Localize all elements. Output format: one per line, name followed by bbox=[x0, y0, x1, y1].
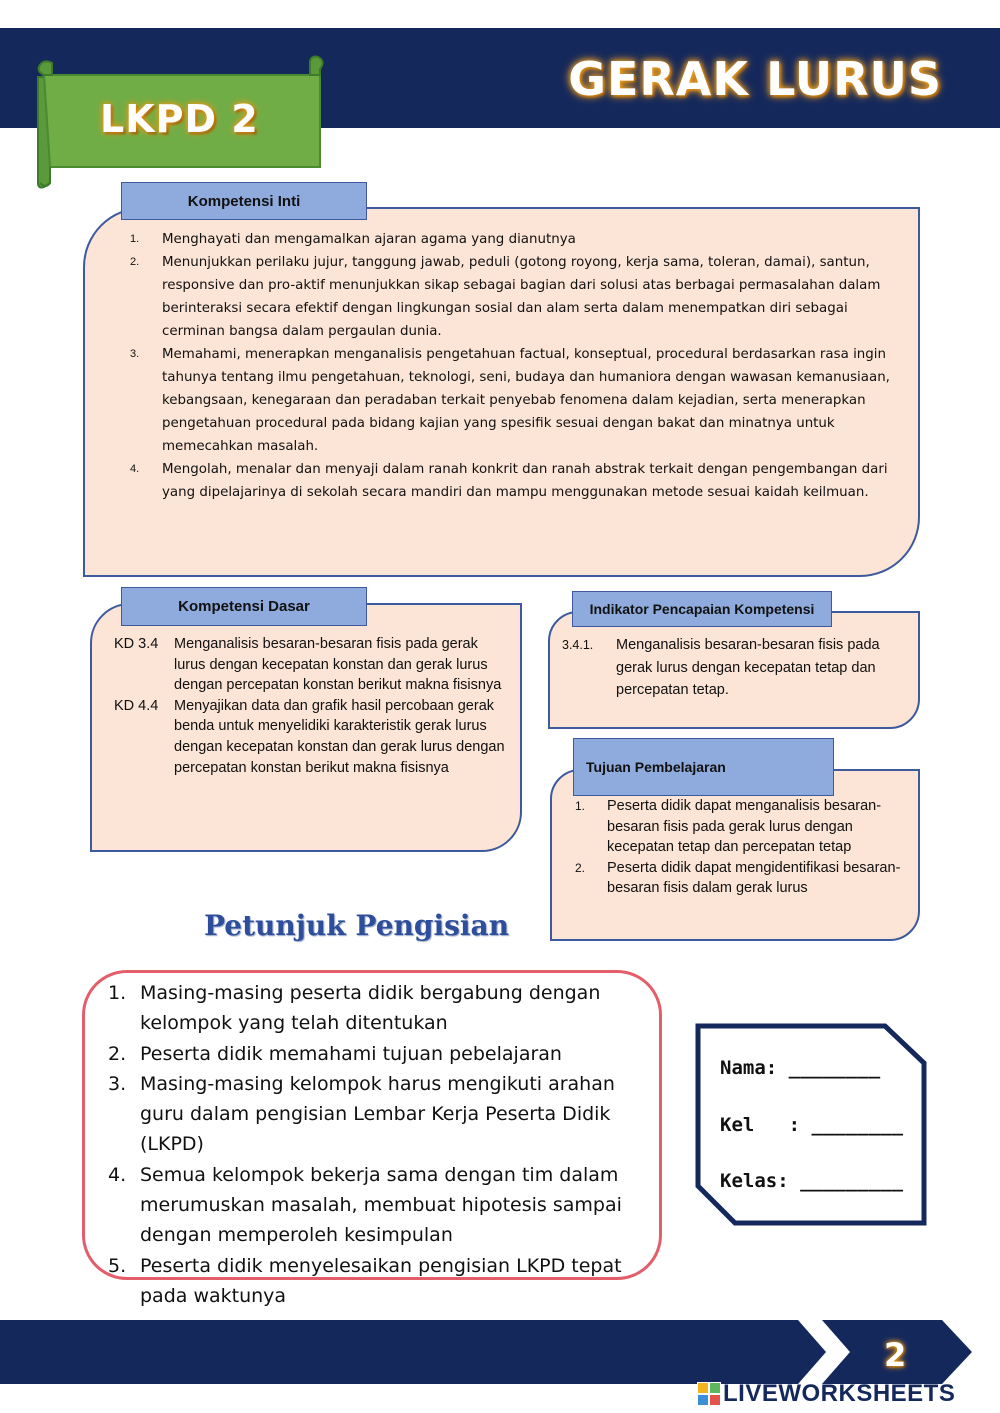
list-item: 2. Peserta didik memahami tujuan pebelajaran bbox=[108, 1042, 562, 1065]
list-item: 3. Masing-masing kelompok harus mengikuti arahan guru dalam pengisian Lembar Kerja Peserta Didik (LKPD) bbox=[108, 1072, 615, 1156]
kompetensi-dasar-list bbox=[114, 634, 509, 778]
kompetensi-dasar-heading: Kompetensi Dasar bbox=[121, 587, 367, 626]
indikator-heading: Indikator Pencapaian Kompetensi bbox=[572, 591, 832, 627]
list-item: 1. Masing-masing peserta didik bergabung dengan kelompok yang telah ditentukan bbox=[108, 982, 601, 1035]
lkpd-label: LKPD 2 bbox=[100, 97, 259, 141]
kompetensi-inti-heading: Kompetensi Inti bbox=[121, 182, 367, 220]
list-item bbox=[114, 696, 509, 778]
list-item: 4. Semua kelompok bekerja sama dengan tim dalam merumuskan masalah, membuat hipotesis sampai dengan memperoleh kesimpulan bbox=[108, 1163, 622, 1247]
petunjuk-title: Petunjuk Pengisian bbox=[204, 909, 509, 942]
petunjuk-list bbox=[108, 978, 648, 1311]
indikator-code: 3.4.1. bbox=[562, 638, 594, 652]
kompetensi-inti-list bbox=[130, 228, 900, 504]
kelas-field[interactable]: Kelas: _________ bbox=[720, 1170, 904, 1193]
indikator-item bbox=[562, 634, 902, 702]
list-item: 1. Peserta didik dapat menganalisis besaran-besaran fisis pada gerak lurus dengan kecepatan tetap dan percepatan tetap bbox=[575, 798, 882, 856]
liveworksheets-logo-icon bbox=[697, 1382, 721, 1406]
list-item: 2. Peserta didik dapat mengidentifikasi besaran-besaran fisis dalam gerak lurus bbox=[575, 859, 901, 897]
kd-text: Menganalisis besaran-besaran fisis pada gerak lurus dengan kecepatan konstan dan gerak lurus dengan percepatan konstan berikut makna fisisnya bbox=[174, 636, 502, 694]
list-item: 3. Memahami, menerapkan menganalisis pengetahuan factual, konseptual, procedural berdasarkan rasa ingin tahunya tentang ilmu pengetahuan, teknologi, seni, budaya dan humaniora dengan wawasan kemanusiaan, kebangsaan, kenegaraan dan peradaban terkait penyebab fenomena dalam kejadian, serta menerapkan pengetahuan procedural pada bidang kajian yang spesifik sesuai dengan bakat dan minatnya untuk memecahkan masalah. bbox=[130, 347, 890, 454]
list-item: 1. Menghayati dan mengamalkan ajaran agama yang dianutnya bbox=[130, 232, 576, 247]
tujuan-heading: Tujuan Pembelajaran bbox=[573, 738, 834, 796]
page-title: GERAK LURUS bbox=[568, 52, 942, 106]
watermark-text: LIVEWORKSHEETS bbox=[723, 1380, 956, 1407]
kd-code: KD 3.4 bbox=[114, 636, 159, 652]
kd-text: Menyajikan data dan grafik hasil percobaan gerak benda untuk menyelidiki karakteristik gerak lurus dengan kecepatan konstan dan gerak lurus dengan percepatan konstan berikut makna fisisnya bbox=[174, 697, 505, 776]
indikator-text: Menganalisis besaran-besaran fisis pada gerak lurus dengan kecepatan tetap dan percepatan tetap. bbox=[616, 637, 880, 698]
tujuan-list bbox=[575, 796, 905, 899]
kel-field[interactable]: Kel : ________ bbox=[720, 1113, 904, 1136]
kd-code: KD 4.4 bbox=[114, 697, 159, 714]
list-item: 2. Menunjukkan perilaku jujur, tanggung jawab, peduli (gotong royong, kerja sama, toleran, damai), santun, responsive dan pro-aktif menunjukkan sikap sebagai bagian dari solusi atas berbagai permasalahan dalam berinteraksi secara efektif dengan lingkungan sosial dan alam serta dalam menempatkan diri sebagai cerminan bangsa dalam pergaulan dunia. bbox=[130, 255, 881, 339]
liveworksheets-watermark bbox=[697, 1380, 955, 1408]
footer-band bbox=[0, 1318, 1000, 1388]
identity-card bbox=[720, 1040, 903, 1210]
list-item: 5. Peserta didik menyelesaikan pengisian LKPD tepat pada waktunya bbox=[108, 1254, 622, 1307]
nama-field[interactable]: Nama: ________ bbox=[720, 1057, 881, 1080]
list-item: 4. Mengolah, menalar dan menyaji dalam ranah konkrit dan ranah abstrak terkait dengan pengembangan dari yang dipelajarinya di sekolah secara mandiri dan mampu menggunakan metode sesuai kaidah keilmuan. bbox=[130, 462, 888, 500]
list-item bbox=[114, 634, 509, 696]
page-number: 2 bbox=[884, 1336, 907, 1374]
